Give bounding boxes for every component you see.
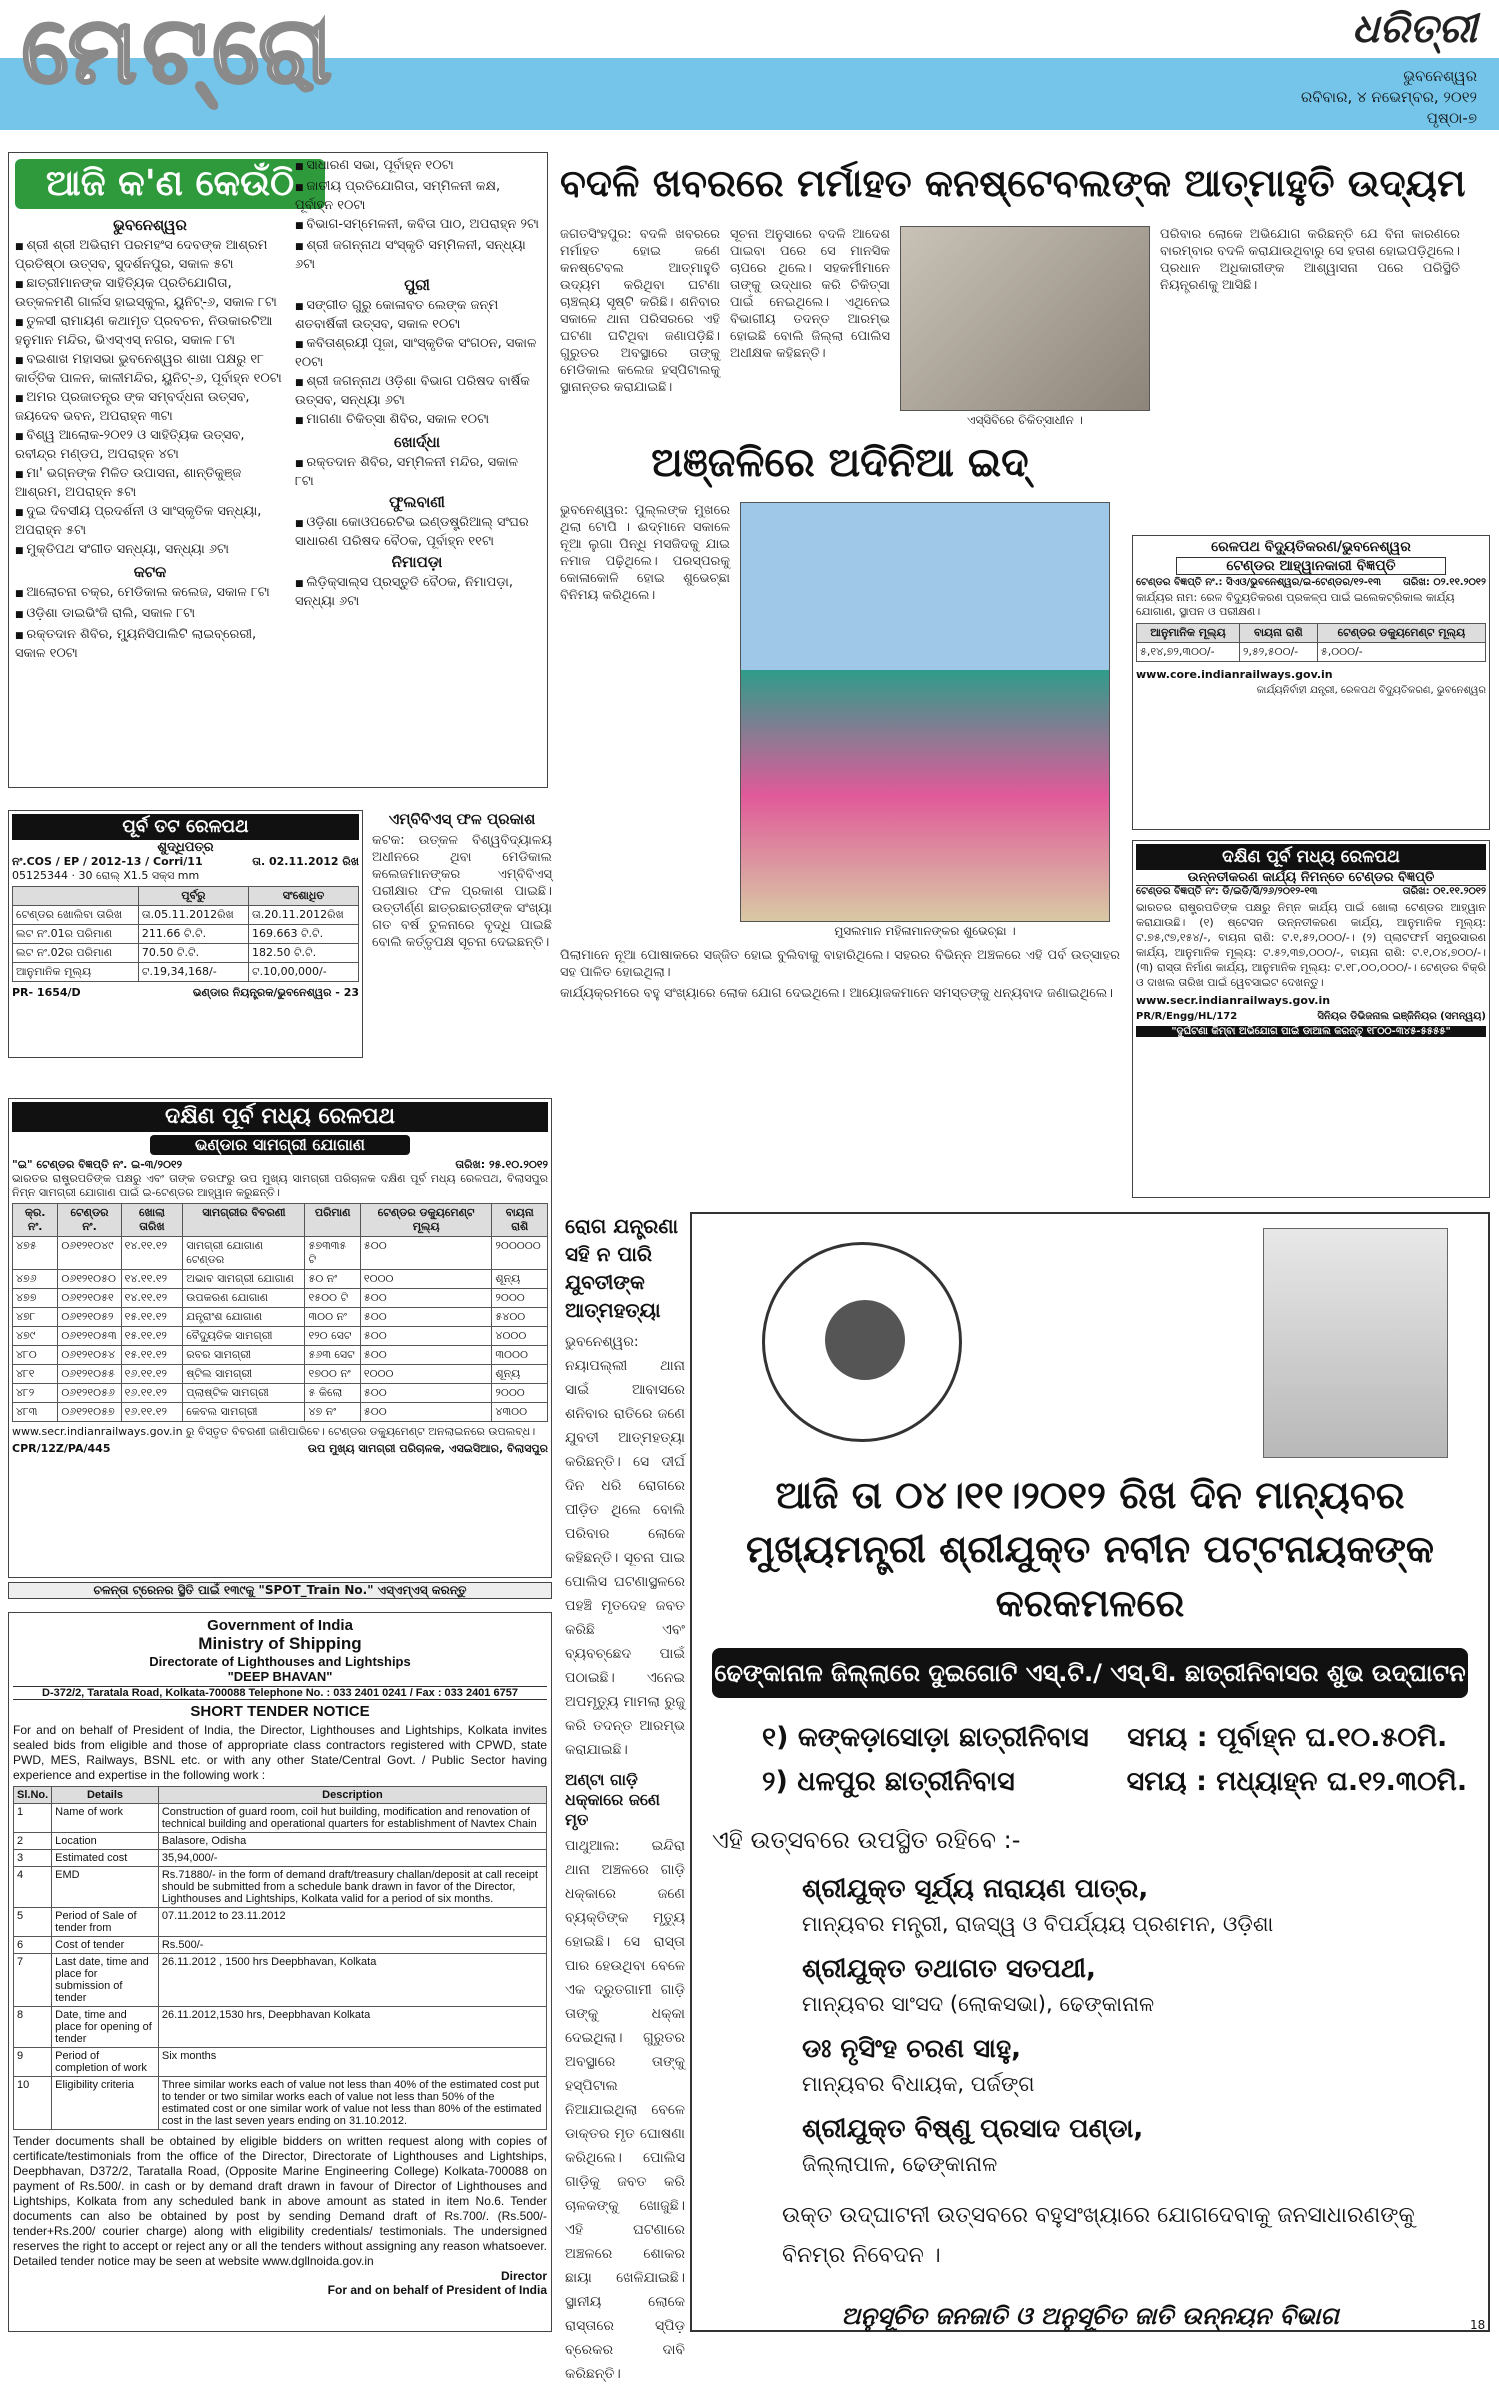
ecor-ref: ନଂ.COS / EP / 2012-13 / Corri/11 [12,855,203,868]
secr-footer-text: www.secr.indianrailways.gov.in ରୁ ବିସ୍ତୃତ ବିବରଣୀ ଜାଣିପାରିବେ। ଟେଣ୍ଡର ଡକ୍ୟୁମେଣ୍ଟ ଅନଲାଇନରେ ଉପଲବ୍ଧ। [12,1425,536,1438]
invite-person-name: ଶ୍ରୀଯୁକ୍ତ ତଥାଗତ ସତପଥୀ, [802,1954,1096,1984]
invite-person-role: ଜିଲ୍ଲାପାଳ, ଢେଙ୍କାନାଳ [802,2152,998,2176]
rail-elec-heading: ରେଳପଥ ବିଦ୍ୟୁତିକରଣ/ଭୁବନେଶ୍ୱର [1211,539,1411,555]
table-header-cell: କ୍ର. ନଂ. [13,1204,58,1237]
ecor-tender-no: 05125344 [12,869,68,882]
event-item: ■ ଶ୍ରୀ ଶ୍ରୀ ଅଭିରାମ ପରମହଂସ ଦେବଙ୍କ ଆଶ୍ରମ ପ୍ରତିଷ୍ଠା ଉତ୍ସବ, ସୁଦର୍ଶନପୁର, ସକାଳ ୫ଟା [15,237,285,273]
invite-program-2: ୨) ଧଳପୁର ଛାତ୍ରୀନିବାସ ସମୟ : ମଧ୍ୟାହ୍ନ ଘ.୧୨.୩୦ମି. [762,1766,1468,1797]
ship-line4: "DEEP BHAVAN" [227,1669,333,1684]
railway-electrification-ad [1132,535,1490,830]
table-cell: ୦୬୧୨୧୦୫୪ [58,1346,121,1365]
table-row [13,1327,548,1346]
ecor-table [12,886,359,982]
table-cell: EMD [52,1867,159,1908]
table-cell: ୧୫.୧୧.୧୨ [121,1327,183,1346]
table-cell: ୨୦୦୦୦୦ [492,1237,548,1270]
table-row [13,1403,548,1422]
table-cell: Estimated cost [52,1850,159,1867]
spot-train-line: ଚଳନ୍ତା ଟ୍ରେନର ସ୍ଥିତି ପାଇଁ ୧୩୯କୁ "SPOT_Train No." ଏସ୍‌ଏମ୍‌ଏସ୍ କରନ୍ତୁ [8,1582,552,1599]
table-cell: ୧୬.୧୧.୧୨ [121,1365,183,1384]
table-cell: 5 [14,1908,52,1937]
event-item: ■ ସଙ୍ଗୀତ ଗୁରୁ କୋଳାବତ ଲେଙ୍କ ଜନ୍ମ ଶତବାର୍ଷିକୀ ଉତ୍ସବ, ସକାଳ ୧୦ଟା [295,297,539,333]
ship-intro: For and on behalf of President of India, the Director, Lighthouses and Lightships, Kolkata invites sealed bids from eligible and those of appropriate class contractors registered with CPWD, state PWD, MES, Railways, BSNL etc. or with any other State/Central Govt. / Public Sector having experience and expertise in the following work : [13,1723,547,1782]
table-row [13,944,359,963]
ship-table [13,1786,547,2130]
table-header-cell: Sl.No. [14,1787,52,1804]
shipping-tender-ad [8,1612,552,2332]
table-cell: ଷ୍ଟିଲ ସାମଗ୍ରୀ [183,1365,305,1384]
table-cell: ୧୪.୧୧.୧୨ [121,1270,183,1289]
table-cell: ଲଟ ନଂ.01ର ପରିମାଣ [13,925,139,944]
secr-intro: ଭାରତର ରାଷ୍ଟ୍ରପତିଙ୍କ ପକ୍ଷରୁ ଏବଂ ତାଙ୍କ ତରଫରୁ ଉପ ମୁଖ୍ୟ ସାମଗ୍ରୀ ପରିଚାଳକ ଦକ୍ଷିଣ ପୂର୍ବ ମଧ୍ୟ ରେଳପଥ, ବିଲାସପୁର ନିମ୍ନ ସାମଗ୍ରୀ ଯୋଗାଣ ପାଇଁ ଇ-ଟେଣ୍ଡର ଆହ୍ୱାନ କରୁଛନ୍ତି। [12,1172,548,1199]
table-cell: Three similar works each of value not less than 40% of the estimated cost put to tender or two similar works each of value not less than 50% of the estimated cost or one similar work of value not less than 80% of the estimated cost in the last seven years ending on 31.10.2012. [158,2077,546,2130]
event-item: ■ ଜାତୀୟ ପ୍ରତିଯୋଗିତା, ସମ୍ମିଳନୀ କକ୍ଷ, ପୂର୍ବାହ୍ନ ୧୦ଟା [295,178,539,214]
dateline-date: ରବିବାର, ୪ ନଭେମ୍ବର, ୨୦୧୨ [1300,88,1477,106]
invite-banner: ଢେଙ୍କାନାଳ ଜିଲ୍ଲାରେ ଦୁଇଗୋଟି ଏସ୍.ଟି./ ଏସ୍.ସି. ଛାତ୍ରୀନିବାସର ଶୁଭ ଉଦ୍‌ଘାଟନ [712,1648,1468,1698]
invite-person-role: ମାନ୍ୟବର ବିଧାୟକ, ପର୍ଜଙ୍ଗ [802,2072,1035,2096]
table-cell: Cost of tender [52,1937,159,1954]
table-cell: ୫୦୦ [360,1384,492,1403]
table-cell: ଟ.19,34,168/- [138,963,248,982]
table-row [14,1850,547,1867]
table-cell: Rs.500/- [158,1937,546,1954]
table-cell: ୫୦୦ [360,1308,492,1327]
table-cell: 2 [14,1833,52,1850]
rail-elec-cell: ୨,୫୨,୫୦୦/- [1239,643,1317,662]
mbbs-body: କଟକ: ଉତ୍କଳ ବିଶ୍ୱବିଦ୍ୟାଳୟ ଅଧୀନରେ ଥିବା ମେଡିକାଲ କଲେଜମାନଙ୍କର ଏମ୍‌ବିବିଏସ୍ ପରୀକ୍ଷାର ଫଳ ପ୍ରକାଶ ପାଇଛି। ଉତ୍ତୀର୍ଣ୍ଣ ଛାତ୍ରଛାତ୍ରୀଙ୍କ ସଂଖ୍ୟା ଗତ ବର୍ଷ ତୁଳନାରେ ବୃଦ୍ଧି ପାଇଛି ବୋଲି କର୍ତ୍ତୃପକ୍ଷ ସୂଚନା ଦେଇଛନ୍ତି। [372,833,552,950]
table-cell: Rs.71880/- in the form of demand draft/treasury challan/deposit at call receipt should be submitted from a schedule bank drawn in favor of the Director, Lighthouses and Lightships, Kolkata valid for a period of six months. [158,1867,546,1908]
ecor-col: ସଂଶୋଧିତ [248,887,358,906]
ship-address: D-372/2, Taratala Road, Kolkata-700088 Telephone No. : 033 2401 0241 / Fax : 033 2401 6757 [13,1686,547,1700]
table-cell: ୧୦୦୦ [360,1365,492,1384]
eid-caption: ମୁସଲମାନ ମହିଳାମାନଙ୍କର ଶୁଭେଚ୍ଛା । [834,924,1016,938]
events-khordha-heading: ଖୋର୍ଦ୍ଧା [393,433,441,451]
lead-body-1: ଜଗତସିଂହପୁର: ବଦଳି ଖବରରେ ମର୍ମାହତ ହୋଇ ଜଣେ କନଷ୍ଟେବଲ ଆତ୍ମାହୁତି ଉଦ୍ୟମ କରିଥିବା ଘଟଣା ଚାଞ୍ଚଲ୍ୟ ସୃଷ୍ଟି କରିଛି। ଶନିବାର ସକାଳେ ଥାନା ପରିସରରେ ଏହି ଘଟଣା ଘଟିଥିବା ଜଣାପଡ଼ିଛି। ଗୁରୁତର ଅବସ୍ଥାରେ ତାଙ୍କୁ ମେଡିକାଲ କଲେଜ ହସ୍ପିଟାଲକୁ ସ୍ଥାନାନ୍ତର କରାଯାଇଛି। [560,227,720,395]
table-cell: ରବର ସାମଗ୍ରୀ [183,1346,305,1365]
eid-headline: ଅଞ୍ଜଳିରେ ଅଦିନିଆ ଇଦ୍ [651,440,1029,486]
secr2-slogan: "ଦୁର୍ଘଟଣା କିମ୍ବା ଅଭିଯୋଗ ପାଇଁ ଡାଆଲ କରନ୍ତୁ ୧୮୦୦-୩୪୫-୫୫୫୫" [1136,1026,1486,1037]
roga-sub2: ଧକ୍କାରେ ଜଣେ ମୃତ [565,1790,661,1829]
table-cell: ୪୭୫ [13,1237,58,1270]
roga-headline: ରୋଗ ଯନ୍ତ୍ରଣା ସହି ନ ପାରି ଯୁବତୀଙ୍କ ଆତ୍ମହତ୍ୟା [565,1214,679,1322]
table-cell: 10 [14,2077,52,2130]
secr2-sub: ଉନ୍ନତୀକରଣ କାର୍ଯ୍ୟ ନିମନ୍ତେ ଟେଣ୍ଡର ବିଜ୍ଞପ୍ତି [1136,870,1486,886]
table-cell: Last date, time and place for submission of tender [52,1954,159,2007]
secr2-date: ତାରିଖ: ୦୧.୧୧.୨୦୧୨ [1402,886,1486,897]
event-item: ■ ଅମର ପ୍ରଜାତନ୍ତ୍ର ଙ୍କ ସମ୍ବର୍ଦ୍ଧନା ଉତ୍ସବ, ଜୟଦେବ ଭବନ, ଅପରାହ୍ନ ୩ଟା [15,389,285,425]
inauguration-invitation-ad [690,1212,1490,2332]
eid-body-3: କାର୍ଯ୍ୟକ୍ରମରେ ବହୁ ସଂଖ୍ୟାରେ ଲୋକ ଯୋଗ ଦେଇଥିଲେ। ଆୟୋଜକମାନେ ସମସ୍ତଙ୍କୁ ଧନ୍ୟବାଦ ଜଣାଇଥିଲେ। [560,986,1113,1001]
table-row [13,906,359,925]
table-cell: ୩୦୦୦ [492,1346,548,1365]
page-folio: 18 [1470,2318,1486,2332]
table-cell: 26.11.2012,1530 hrs, Deepbhavan Kolkata [158,2007,546,2048]
table-cell: ୦୬୧୨୧୦୫୫ [58,1365,121,1384]
table-cell: ଯନ୍ତ୍ରାଂଶ ଯୋଗାଣ [183,1308,305,1327]
table-cell: ସାମଗ୍ରୀ ଯୋଗାଣ ଟେଣ୍ଡର [183,1237,305,1270]
table-cell: 26.11.2012 , 1500 hrs Deepbhavan, Kolkata [158,1954,546,2007]
mbbs-heading: ଏମ୍‌ବିବିଏସ୍ ଫଳ ପ୍ରକାଶ [388,810,536,828]
rail-elec-sub: ଟେଣ୍ଡର ଆହ୍ୱାନକାରୀ ବିଜ୍ଞପ୍ତି [1176,557,1446,575]
table-cell: 4 [14,1867,52,1908]
rail-elec-table [1136,623,1486,662]
events-box [8,152,548,788]
events-phulbani-list [295,514,539,550]
secr-sub: ଭଣ୍ଡାର ସାମଗ୍ରୀ ଯୋଗାଣ [150,1135,410,1155]
event-item: ■ ରକ୍ତଦାନ ଶିବିର, ମ୍ୟୁନିସିପାଲିଟି ଲାଇବ୍ରେରୀ, ସକାଳ ୧୦ଟା [15,626,285,662]
events-heading: ଆଜି କ'ଣ କେଉଁଠି [15,159,325,209]
odisha-emblem [762,1242,962,1442]
table-row [14,1867,547,1908]
event-item: ■ ଆଲୋଚନା ଚକ୍ର, ମେଡିକାଲ କଲେଜ, ସକାଳ ୮ଟା [15,584,285,603]
table-cell: Period of Sale of tender from [52,1908,159,1937]
table-row [14,1804,547,1833]
table-cell: ୪୩୦୦ [492,1403,548,1422]
table-cell: ଆନୁମାନିକ ମୂଲ୍ୟ [13,963,139,982]
table-row [13,963,359,982]
table-cell: ୪୭୮ [13,1308,58,1327]
mbbs-story [372,810,552,1110]
table-cell: 07.11.2012 to 23.11.2012 [158,1908,546,1937]
table-row [14,1954,547,2007]
table-cell: ୧୪.୧୧.୧୨ [121,1237,183,1270]
events-nimapada-list [295,574,539,610]
table-cell: 35,94,000/- [158,1850,546,1867]
event-item: ■ ଶ୍ରୀ ଜଗନ୍ନାଥ ସଂସ୍କୃତି ସମ୍ମିଳନୀ, ସନ୍ଧ୍ୟା ୬ଟା [295,237,539,273]
secr2-site[interactable]: www.secr.indianrailways.gov.in [1136,994,1331,1007]
table-cell: ୦୬୧୨୧୦୪୯ [58,1237,121,1270]
table-header-cell: ପରିମାଣ [305,1204,360,1237]
table-header-cell: ସାମଗ୍ରୀର ବିବରଣୀ [183,1204,305,1237]
table-cell: 8 [14,2007,52,2048]
event-item: ■ ସାଧାରଣ ସଭା, ପୂର୍ବାହ୍ନ ୧୦ଟା [295,157,539,176]
table-cell: ୪୮୧ [13,1365,58,1384]
secr2-heading: ଦକ୍ଷିଣ ପୂର୍ବ ମଧ୍ୟ ରେଳପଥ [1136,844,1486,870]
ecor-size: 30 ରୋଲ୍ X1.5 ସକ୍ସ mm [78,869,200,882]
events-cuttack-list [15,584,285,662]
table-cell: ୨୦୦୦ [492,1289,548,1308]
roga-story [565,1212,685,2382]
table-cell: ତା.05.11.2012ରିଖ [138,906,248,925]
event-item: ■ ଦୁଇ ଦିବସୀୟ ପ୍ରଦର୍ଶନୀ ଓ ସାଂସ୍କୃତିକ ସନ୍ଧ୍ୟା, ଅପରାହ୍ନ ୫ଟା [15,503,285,539]
ship-sign1: Director [500,2269,547,2283]
ecor-heading: ପୂର୍ବ ତଟ ରେଳପଥ [12,814,359,840]
table-cell: ୫୪୦୦ [492,1308,548,1327]
table-cell: ୪୭୯ [13,1327,58,1346]
masthead [0,0,1499,130]
roga-body-2: ପାଥୁଆଲ: ଇନ୍ଦିରା ଥାନା ଅଞ୍ଚଳରେ ଗାଡ଼ି ଧକ୍କାରେ ଜଣେ ବ୍ୟକ୍ତିଙ୍କ ମୃତ୍ୟୁ ହୋଇଛି। ସେ ରାସ୍ତା ପାର ହେଉଥିବା ବେଳେ ଏକ ଦ୍ରୁତଗାମୀ ଗାଡ଼ି ତାଙ୍କୁ ଧକ୍କା ଦେଇଥିଲା। ଗୁରୁତର ଅବସ୍ଥାରେ ତାଙ୍କୁ ହସ୍ପିଟାଲ ନିଆଯାଇଥିଲା ବେଳେ ଡାକ୍ତର ମୃତ ଘୋଷଣା କରିଥିଲେ। ପୋଲିସ ଗାଡ଼ିକୁ ଜବତ କରି ଚାଳକଙ୍କୁ ଖୋଜୁଛି। ଏହି ଘଟଣାରେ ଅଞ୍ଚଳରେ ଶୋକର ଛାୟା ଖେଳିଯାଇଛି। ସ୍ଥାନୀୟ ଲୋକେ ରାସ୍ତାରେ ସ୍ପିଡ଼ ବ୍ରେକର ଦାବି କରିଛନ୍ତି। [565,1838,685,2382]
table-cell: Construction of guard room, coil hut building, modification and renovation of technical building and operational quarters for establishment of Navtex Chain [158,1804,546,1833]
table-cell: 7 [14,1954,52,2007]
table-row [13,1270,548,1289]
rail-elec-notice: ଟେଣ୍ଡର ବିଜ୍ଞପ୍ତି ନଂ.: ସିଏଓ/ଭୁବନେଶ୍ୱର/ଇ-ଟେଣ୍ଡର/୧୨-୧୩ [1136,577,1381,588]
table-row [14,1908,547,1937]
rail-elec-site[interactable]: www.core.indianrailways.gov.in [1136,668,1333,681]
ecor-col: ପୂର୍ବରୁ [138,887,248,906]
table-cell: ୧୨୦ ସେଟ [305,1327,360,1346]
table-cell: 1 [14,1804,52,1833]
table-header-cell: ଆନୁମାନିକ ମୂଲ୍ୟ [1137,624,1240,643]
table-cell: ବୈଦ୍ୟୁତିକ ସାମଗ୍ରୀ [183,1327,305,1346]
table-cell: ୫୦୦ [360,1327,492,1346]
table-cell: 3 [14,1850,52,1867]
table-cell: ୫୦୦ [360,1346,492,1365]
rail-elec-cell: ୫,୧୪,୭୨,୩୦୦/- [1137,643,1240,662]
events-bhubaneswar-list [15,237,285,560]
table-cell: ତା.20.11.2012ରିଖ [248,906,358,925]
event-item: ■ ମୁକ୍ତିପଥ ସଂଗୀତ ସନ୍ଧ୍ୟା, ସନ୍ଧ୍ୟା ୬ଟା [15,541,285,560]
invite-program-1: ୧) କଙ୍କଡ଼ାସୋଡ଼ା ଛାତ୍ରୀନିବାସ ସମୟ : ପୂର୍ବାହ୍ନ ଘ.୧୦.୫୦ମି. [762,1722,1448,1753]
table-row [13,1237,548,1270]
roga-sub: ଅଣ୍ଟା ଗାଡ଼ି [565,1770,638,1789]
table-cell: ଉପକରଣ ଯୋଗାଣ [183,1289,305,1308]
ecor-date: ତା. 02.11.2012 ରିଖ [252,855,359,868]
table-cell: ୪୮୨ [13,1384,58,1403]
table-cell: ୧୬.୧୧.୧୨ [121,1384,183,1403]
table-row [13,925,359,944]
table-cell: ୧୫.୧୧.୧୨ [121,1346,183,1365]
ship-title: SHORT TENDER NOTICE [190,1703,370,1720]
eid-story [560,430,1120,1198]
secr-table [12,1203,548,1422]
table-row [13,1384,548,1403]
table-header-cell: Description [158,1787,546,1804]
secr-heading: ଦକ୍ଷିଣ ପୂର୍ବ ମଧ୍ୟ ରେଳପଥ [12,1102,548,1132]
table-cell: ୫ କିଲୋ [305,1384,360,1403]
invite-person-role: ମାନ୍ୟବର ମନ୍ତ୍ରୀ, ରାଜସ୍ୱ ଓ ବିପର୍ଯ୍ୟୟ ପ୍ରଶମନ, ଓଡ଼ିଶା [802,1912,1274,1936]
table-cell: ୦୬୧୨୧୦୫୧ [58,1289,121,1308]
table-cell: ଶୂନ୍ୟ [492,1270,548,1289]
events-nimapada-heading: ନିମାପଡ଼ା [391,553,443,571]
event-item: ■ ମା' ଭଗ୍ନଙ୍କ ମିଳିତ ଉପାସନା, ଶାନ୍ତିକୁଞ୍ଜ ଆଶ୍ରମ, ଅପରାହ୍ନ ୫ଟା [15,465,285,501]
table-cell: କେବଲ ସାମଗ୍ରୀ [183,1403,305,1422]
ecor-sub: ଶୁଦ୍ଧିପତ୍ର [157,840,214,855]
table-cell: ୪୮୦ [13,1346,58,1365]
ship-footer: Tender documents shall be obtained by eligible bidders on written request along with copies of certificate/testimonials from the office of the Director, Directorate of Lighthouses and Lightships, Deepbhavan, D372/2, Taratalla Road, (Opposite Marine Engineering College) Kolkata-700088 on payment of Rs.500/. in cash or by demand draft drawn in favour of Director of Lighthouses and Lightships, Kolkata from any scheduled bank in above amount as stated in item No.6. Tender documents can also be obtained by post by sending Demand draft of Rs.700/. (Rs.500/- tender+Rs.200/ courier charge) along with eligibility credentials/ testimonials. The undersigned reserves the right to accept or reject any or all the tenders without assigning any reason whatsoever. Detailed tender notice may be seen at website www.dgllnoida.gov.in [13,2134,547,2268]
secr-date: ତାରିଖ: ୨୫.୧୦.୨୦୧୨ [455,1158,548,1171]
table-row [13,1289,548,1308]
table-row [14,2048,547,2077]
events-col-1 [15,213,285,664]
events-khordha-list [295,454,539,490]
section-title: ମେଟ୍ରୋ [22,0,338,104]
table-cell: ୫୭୩୩୫ ଟି [305,1237,360,1270]
lead-caption: ଏସ୍‌ସିବିରେ ଚିକିତ୍ସାଧୀନ । [967,413,1083,427]
table-cell: ଶୂନ୍ୟ [492,1365,548,1384]
table-cell: ୪୦୦୦ [492,1327,548,1346]
secr2-notice: ଟେଣ୍ଡର ବିଜ୍ଞପ୍ତି ନଂ: ଡି/ଇଡି/ସି/୨୬/୨୦୧୨-୧୩ [1136,886,1318,897]
event-item: ■ ରକ୍ତଦାନ ଶିବିର, ସମ୍ମିଳନୀ ମନ୍ଦିର, ସକାଳ ୮ଟା [295,454,539,490]
invite-department: ଅନୁସୂଚିତ ଜନଜାତି ଓ ଅନୁସୂଚିତ ଜାତି ଉନ୍ନୟନ ବିଭାଗ [841,2302,1339,2330]
invite-people [802,1870,1468,2180]
event-item: ■ ମାଗଣା ଚିକିତ୍ସା ଶିବିର, ସକାଳ ୧୦ଟା [295,411,539,430]
table-cell: ଅଭାବ ସାମଗ୍ରୀ ଯୋଗାଣ [183,1270,305,1289]
table-cell: 70.50 ଟି.ଟି. [138,944,248,963]
invite-request: ଉକ୍ତ ଉଦ୍‌ଘାଟନୀ ଉତ୍ସବରେ ବହୁସଂଖ୍ୟାରେ ଯୋଗଦେବାକୁ ଜନସାଧାରଣଙ୍କୁ ବିନମ୍ର ନିବେଦନ । [782,2203,1415,2268]
events-phulbani-heading: ଫୁଲବାଣୀ [389,493,445,511]
secr-notice: "ଇ" ଟେଣ୍ଡର ବିଜ୍ଞପ୍ତି ନଂ. ଇ-୩/୨୦୧୨ [12,1158,183,1171]
table-header-cell: ବାୟନା ରାଶି [492,1204,548,1237]
event-item: ■ ବଇଶାଖ ମହାସଭା ଭୁବନେଶ୍ୱର ଶାଖା ପକ୍ଷରୁ ୧୮ କାର୍ତ୍ତିକ ପାଳନ, କାଳୀମନ୍ଦିର, ୟୁନିଟ୍-୬, ପୂର୍ବାହ୍ନ ୧୦ଟା [15,351,285,387]
event-item: ■ ତୁଳସୀ ରାମାୟଣ କଥାମୃତ ପ୍ରବଚନ, ନିଉକାରଟିଆ ହନୁମାନ ମନ୍ଦିର, ଭିଏସ୍ଏସ୍ ନଗର, ସକାଳ ୮ଟା [15,313,285,349]
event-item: ■ କବିତାଶ୍ରୟୀ ପୂଜା, ସାଂସ୍କୃତିକ ସଂଗଠନ, ସକାଳ ୧୦ଟା [295,335,539,371]
table-cell: ୪୭୭ [13,1289,58,1308]
event-item: ■ ଛାତ୍ରୀମାନଙ୍କ ସାହିତ୍ୟିକ ପ୍ରତିଯୋଗିତା, ଉତ୍କଳମଣି ଗାର୍ଲସ ହାଇସ୍କୁଲ, ୟୁନିଟ୍-୬, ସକାଳ ୮ଟା [15,275,285,311]
table-cell: ୩୦୦ ନଂ [305,1308,360,1327]
table-cell: ୪୭ ନଂ [305,1403,360,1422]
table-cell: 9 [14,2048,52,2077]
rail-elec-date: ତାରିଖ: ୦୨.୧୧.୨୦୧୨ [1402,577,1486,588]
invite-person-name: ଶ୍ରୀଯୁକ୍ତ ବିଷ୍ଣୁ ପ୍ରସାଦ ପଣ୍ଡା, [802,2114,1144,2144]
table-cell: ୧୬.୧୧.୧୨ [121,1403,183,1422]
table-cell: ୧୫.୧୧.୧୨ [121,1308,183,1327]
dateline-page: ପୃଷ୍ଠା-୭ [1426,109,1477,127]
lead-body-2: ସୂଚନା ଅନୁସାରେ ବଦଳି ଆଦେଶ ପାଇବା ପରେ ସେ ମାନସିକ ଚାପରେ ଥିଲେ। ସହକର୍ମୀମାନେ ତାଙ୍କୁ ଉଦ୍ଧାର କରି ଚିକିତ୍ସା ପାଇଁ ନେଇଥିଲେ। ଏଥିନେଇ ବିଭାଗୀୟ ତଦନ୍ତ ଆରମ୍ଭ ହୋଇଛି ବୋଲି ଜିଲ୍ଲା ପୋଲିସ ଅଧୀକ୍ଷକ କହିଛନ୍ତି। [730,227,890,361]
table-cell: Six months [158,2048,546,2077]
event-item: ■ ଓଡ଼ିଶା କୋଓପରେଟିଭ ଇଣ୍ଡଷ୍ଟ୍ରିଆଲ୍ ସଂଘର ସାଧାରଣ ପରିଷଦ ବୈଠକ, ପୂର୍ବାହ୍ନ ୧୧ଟା [295,514,539,550]
secr-stores-ad [8,1098,552,1578]
invite-person-role: ମାନ୍ୟବର ସାଂସଦ (ଲୋକସଭା), ଢେଙ୍କାନାଳ [802,1992,1155,2016]
secr-code: CPR/12Z/PA/445 [12,1442,111,1455]
table-cell: ୧୭୦୦ ନଂ [305,1365,360,1384]
invite-line-1: ଆଜି ତା ୦୪।୧୧।୨୦୧୨ ରିଖ ଦିନ ମାନ୍ୟବର [775,1473,1405,1517]
table-header-cell: Details [52,1787,159,1804]
rail-elec-body: କାର୍ଯ୍ୟର ନାମ: ରେଳ ବିଦ୍ୟୁତିକରଣ ପ୍ରକଳ୍ପ ପାଇଁ ଇଲେକଟ୍ରିକାଲ କାର୍ଯ୍ୟ ଯୋଗାଣ, ସ୍ଥାପନ ଓ ପରୀକ୍ଷଣ। [1136,591,1455,618]
secr2-body: ଭାରତର ରାଷ୍ଟ୍ରପତିଙ୍କ ପକ୍ଷରୁ ନିମ୍ନ କାର୍ଯ୍ୟ ପାଇଁ ଖୋଲା ଟେଣ୍ଡର ଆହ୍ୱାନ କରାଯାଉଛି। (୧) ଷ୍ଟେସନ ଉନ୍ନତୀକରଣ କାର୍ଯ୍ୟ, ଆନୁମାନିକ ମୂଲ୍ୟ: ଟ.୭୫,୯୭,୧୫୪/-, ବାୟନା ରାଶି: ଟ.୧,୫୨,୦୦୦/-। (୨) ପ୍ଲାଟଫର୍ମ ସମ୍ପ୍ରସାରଣ କାର୍ଯ୍ୟ, ଆନୁମାନିକ ମୂଲ୍ୟ: ଟ.୫୨,୩୭,୦୦୦/-, ବାୟନା ରାଶି: ଟ.୧,୦୪,୭୦୦/-। (୩) ରାସ୍ତା ନିର୍ମାଣ କାର୍ଯ୍ୟ, ଆନୁମାନିକ ମୂଲ୍ୟ: ଟ.୧୮,୦୦,୦୦୦/-। ଟେଣ୍ଡର ବିକ୍ରି ଓ ଦାଖଲ ତାରିଖ ପାଇଁ ୱେବସାଇଟ ଦେଖନ୍ତୁ। [1136,901,1486,989]
secr2-signer: ସିନିୟର ଡିଭିଜନାଲ ଇଞ୍ଜିନିୟର (ସମନ୍ୱୟ) [1317,1011,1486,1022]
table-cell: ୧୫୦୦ ଟି [305,1289,360,1308]
newspaper-logo: ଧରିତ୍ରୀ [1352,6,1477,52]
table-cell: ୦୬୧୨୧୦୫୦ [58,1270,121,1289]
table-cell: ୦୬୧୨୧୦୫୨ [58,1308,121,1327]
ship-line1: Government of India [207,1617,353,1634]
events-cuttack-heading: କଟକ [133,563,167,581]
table-row [13,1308,548,1327]
event-item: ■ ବିଶ୍ୱ ଆଲୋକ-୨୦୧୨ ଓ ସାହିତ୍ୟିକ ଉତ୍ସବ, ରବୀନ୍ଦ୍ର ମଣ୍ଡପ, ଅପରାହ୍ନ ୪ଟା [15,427,285,463]
eid-photo [740,502,1110,922]
events-puri-heading: ପୁରୀ [404,276,430,294]
lead-body-3: ପରିବାର ଲୋକେ ଅଭିଯୋଗ କରିଛନ୍ତି ଯେ ବିନା କାରଣରେ ବାରମ୍ବାର ବଦଳି କରାଯାଉଥିବାରୁ ସେ ହତାଶ ହୋଇପଡ଼ିଥିଲେ। ପ୍ରଧାନ ଅଧିକାରୀଙ୍କ ଆଶ୍ୱାସନା ପରେ ପରିସ୍ଥିତି ନିୟନ୍ତ୍ରଣକୁ ଆସିଛି। [1160,227,1460,293]
table-cell: 169.663 ଟି.ଟି. [248,925,358,944]
odisha-emblem-lion-icon [825,1300,905,1380]
dateline-city: ଭୁବନେଶ୍ୱର [1403,67,1477,85]
table-header-cell: ଟେଣ୍ଡର ଡକ୍ୟୁମେଣ୍ଟ ମୂଲ୍ୟ [360,1204,492,1237]
table-cell: ୫୬୩ ସେଟ [305,1346,360,1365]
ecor-footer: ଭଣ୍ଡାର ନିୟନ୍ତ୍ରକ/ଭୁବନେଶ୍ୱର - 23 [192,986,359,999]
table-cell: 211.66 ଟି.ଟି. [138,925,248,944]
table-cell: ୦୬୧୨୧୦୫୩ [58,1327,121,1346]
rail-elec-signer: କାର୍ଯ୍ୟନିର୍ବାହୀ ଯନ୍ତ୍ରୀ, ରେଳପଥ ବିଦ୍ୟୁତିକରଣ, ଭୁବନେଶ୍ୱର [1256,685,1486,696]
table-row [14,2077,547,2130]
table-cell: ୪୭୬ [13,1270,58,1289]
events-puri-list [295,297,539,430]
eid-body-2: ପିଲାମାନେ ନୂଆ ପୋଷାକରେ ସଜ୍ଜିତ ହୋଇ ବୁଲିବାକୁ ବାହାରିଥିଲେ। ସହରର ବିଭିନ୍ନ ଅଞ୍ଚଳରେ ଏହି ପର୍ବ ଉତ୍ସାହର ସହ ପାଳିତ ହୋଇଥିଲା। [560,948,1120,980]
table-cell: ଟ.10,00,000/- [248,963,358,982]
table-cell: Period of completion of work [52,2048,159,2077]
roga-body: ଭୁବନେଶ୍ୱର: ନୟାପଲ୍ଲୀ ଥାନା ସାଇଁ ଆବାସରେ ଶନିବାର ରାତିରେ ଜଣେ ଯୁବତୀ ଆତ୍ମହତ୍ୟା କରିଛନ୍ତି। ସେ ଦୀର୍ଘ ଦିନ ଧରି ରୋଗରେ ପୀଡ଼ିତ ଥିଲେ ବୋଲି ପରିବାର ଲୋକେ କହିଛନ୍ତି। ସୂଚନା ପାଇ ପୋଲିସ ଘଟଣାସ୍ଥଳରେ ପହଞ୍ଚି ମୃତଦେହ ଜବତ କରିଛି ଏବଂ ବ୍ୟବଚ୍ଛେଦ ପାଇଁ ପଠାଇଛି। ଏନେଇ ଅପମୃତ୍ୟୁ ମାମଲା ରୁଜୁ କରି ତଦନ୍ତ ଆରମ୍ଭ କରାଯାଇଛି। [565,1334,685,1758]
ship-line2: Ministry of Shipping [198,1634,362,1653]
invite-present: ଏହି ଉତ୍ସବରେ ଉପସ୍ଥିତ ରହିବେ :- [712,1826,1021,1854]
event-item: ■ ଶ୍ରୀ ଜଗନ୍ନାଥ ଓଡ଼ିଶା ବିଭାଗ ପରିଷଦ ବାର୍ଷିକ ଉତ୍ସବ, ସନ୍ଧ୍ୟା ୬ଟା [295,373,539,409]
table-cell: Location [52,1833,159,1850]
table-cell: ପ୍ଲାଷ୍ଟିକ ସାମଗ୍ରୀ [183,1384,305,1403]
ship-sign2: For and on behalf of President of India [327,2283,547,2297]
table-cell: ୫୦୦ [360,1237,492,1270]
secr2-code: PR/R/Engg/HL/172 [1136,1011,1238,1022]
events-col-2 [295,157,539,664]
ship-line3: Directorate of Lighthouses and Lightships [149,1654,411,1669]
lead-headline: ବଦଳି ଖବରରେ ମର୍ମାହତ କନଷ୍ଟେବଲଙ୍କ ଆତ୍ମାହୁତି ଉଦ୍ୟମ [560,161,1466,205]
table-cell: ୦୬୧୨୧୦୫୬ [58,1384,121,1403]
table-row [14,1833,547,1850]
table-cell: Date, time and place for opening of tender [52,2007,159,2048]
rail-elec-cell: ୫,୦୦୦/- [1317,643,1485,662]
table-row [14,1937,547,1954]
table-cell: ୫୦ ନଂ [305,1270,360,1289]
table-cell: ଲଟ ନଂ.02ର ପରିମାଣ [13,944,139,963]
ecor-code: PR- 1654/D [12,986,81,999]
invite-person-name: ଡଃ ନୃସିଂହ ଚରଣ ସାହୁ, [802,2034,1022,2064]
table-cell: ୫୦୦ [360,1289,492,1308]
table-cell: ୫୦୦ [360,1403,492,1422]
event-item: ■ ବିଭାଗ-ସମ୍ମେଳନୀ, କବିତା ପାଠ, ଅପରାହ୍ନ ୨ଟା [295,216,539,235]
table-cell: Eligibility criteria [52,2077,159,2130]
table-header-cell: ଖୋଲା ତାରିଖ [121,1204,183,1237]
events-bhubaneswar-heading: ଭୁବନେଶ୍ୱର [113,216,187,234]
table-cell: 6 [14,1937,52,1954]
table-row [13,1346,548,1365]
invite-person-name: ଶ୍ରୀଯୁକ୍ତ ସୂର୍ଯ୍ୟ ନାରାୟଣ ପାତ୍ର, [802,1874,1149,1904]
eid-body-1: ଭୁବନେଶ୍ୱର: ପୁଲ୍ଲଙ୍କ ମୁଖରେ ଥିଲା ଟୋପି । ଈଦ୍‌ମାନେ ସକାଳେ ନୂଆ ଲୁଗା ପିନ୍ଧି ମସଜିଦକୁ ଯାଇ ନମାଜ ପଢ଼ିଥିଲେ। ପରସ୍ପରକୁ କୋଳାକୋଳି ହୋଇ ଶୁଭେଚ୍ଛା ବିନିମୟ କରିଥିଲେ। [560,503,730,603]
invite-line-2: ମୁଖ୍ୟମନ୍ତ୍ରୀ ଶ୍ରୀଯୁକ୍ତ ନବୀନ ପଟ୍ଟନାୟକଙ୍କ କରକମଳରେ [745,1527,1434,1625]
table-cell: ୨୦୦୦ [492,1384,548,1403]
table-cell: Name of work [52,1804,159,1833]
lead-photo [900,226,1150,411]
dateline [1301,66,1477,129]
table-cell: Balasore, Odisha [158,1833,546,1850]
table-header-cell: ବାୟନା ରାଶି [1239,624,1317,643]
event-item: ■ ଓଡ଼ିଶା ଡାଇଭିଂଜି ରାଲି, ସକାଳ ୮ଟା [15,605,285,624]
table-cell: ଟେଣ୍ଡର ଖୋଲିବା ତାରିଖ [13,906,139,925]
invite-programs [762,1716,1468,1804]
ecor-corrigendum-ad: ପୂର୍ବ ତଟ ରେଳପଥ ଶୁଦ୍ଧିପତ୍ର ନଂ.COS / EP / 2012-13 / Corri/11 ତା. 02.11.2012 ରିଖ 05125344 · 30 ରୋଲ୍ X1.5 ସକ୍ସ mm ପୂର୍ବରୁ ସଂଶୋଧିତ ଟେଣ୍ଡର ଖୋଲିବା ତାରିଖ ତା.05.11.2012ରିଖ ତା.20.11.2012ରିଖ ଲଟ ନଂ.01ର ପରିମାଣ 211.66 ଟି.ଟି. 169.663 ଟି.ଟି. ଲଟ ନଂ.02ର ପରିମାଣ 70.50 ଟି.ଟି. 182.50 ଟି.ଟି. ଆନୁମାନିକ ମୂଲ୍ୟ ଟ.19,34,168/- ଟ.10,00,000/- PR- 1654/D ଭଣ୍ଡାର ନିୟନ୍ତ୍ରକ/ଭୁବନେଶ୍ୱର - 23 [8,810,363,1058]
table-row [14,2007,547,2048]
chief-minister-photo [1263,1228,1448,1458]
table-cell: 182.50 ଟି.ଟି. [248,944,358,963]
table-row [13,1365,548,1384]
table-header-cell: ଟେଣ୍ଡର ନଂ. [58,1204,121,1237]
secr-signer: ଉପ ମୁଖ୍ୟ ସାମଗ୍ରୀ ପରିଚାଳକ, ଏସଇସିଆର, ବିଲାସପୁର [307,1442,548,1455]
table-cell: ୦୬୧୨୧୦୫୭ [58,1403,121,1422]
table-cell: ୧୦୦୦ [360,1270,492,1289]
table-cell: ୧୪.୧୧.୧୨ [121,1289,183,1308]
table-header-cell: ଟେଣ୍ଡର ଡକ୍ୟୁମେଣ୍ଟ ମୂଲ୍ୟ [1317,624,1485,643]
table-cell: ୪୮୩ [13,1403,58,1422]
events-misc-list [295,157,539,273]
secr-works-ad [1132,840,1490,1198]
event-item: ■ ଲିଡ଼ିକ୍ସାଲ୍ସ ପ୍ରସ୍ତୁତି ବୈଠକ, ନିମାପଡ଼ା, ସନ୍ଧ୍ୟା ୬ଟା [295,574,539,610]
